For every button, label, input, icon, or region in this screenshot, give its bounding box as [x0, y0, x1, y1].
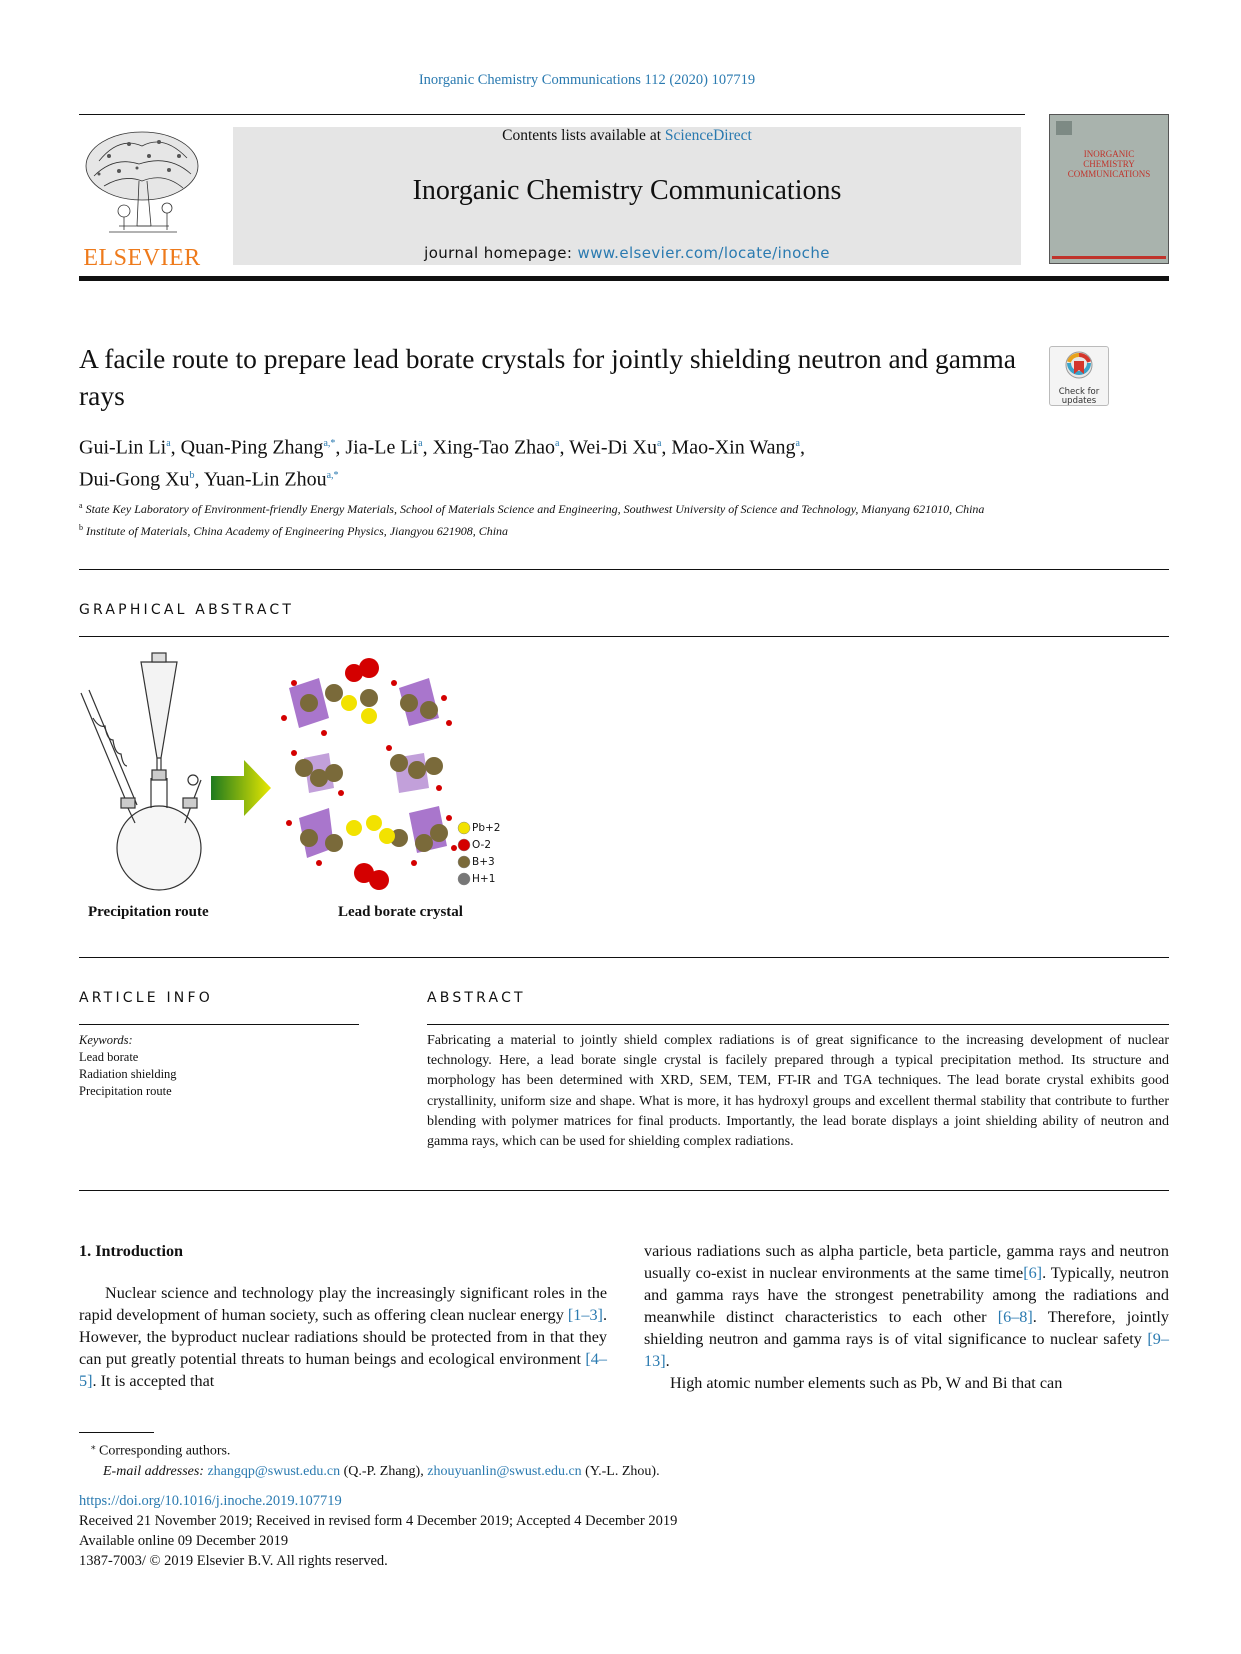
- citation-link[interactable]: [9–13]: [644, 1330, 1169, 1370]
- legend-h-icon: [458, 873, 470, 885]
- online-date: Available online 09 December 2019: [79, 1533, 289, 1549]
- elsevier-logo: [79, 126, 205, 271]
- affiliations: [79, 497, 1029, 540]
- intro-heading: 1. Introduction: [79, 1242, 184, 1260]
- reaction-apparatus-icon: [79, 648, 539, 913]
- author-affiliation[interactable]: a: [555, 438, 560, 449]
- keyword: Precipitation route: [79, 1084, 172, 1098]
- journal-cover[interactable]: [1049, 114, 1169, 264]
- header-bottom-rule: [79, 276, 1169, 281]
- divider: [79, 1190, 1169, 1191]
- article-info-heading: ARTICLE INFO: [79, 990, 213, 1006]
- citation-link[interactable]: [4–5]: [79, 1350, 607, 1390]
- author-name: Jia-Le Li: [345, 436, 419, 459]
- elsevier-tree-icon: [79, 126, 205, 238]
- journal-banner: [233, 127, 1021, 265]
- author-name: Xing-Tao Zhao: [432, 436, 556, 459]
- legend-pb-icon: [458, 822, 470, 834]
- author-affiliation[interactable]: a: [418, 438, 423, 449]
- legend-label-pb: Pb+2: [472, 822, 501, 834]
- author-name: Yuan-Lin Zhou: [203, 468, 327, 491]
- copyright: 1387-7003/ © 2019 Elsevier B.V. All rights reserved.: [79, 1553, 388, 1569]
- author-affiliation[interactable]: b: [189, 469, 195, 481]
- affiliation-b: $^b$ Institute of Materials, China Academy of Engineering Physics, Jiangyou 621908, China: [79, 522, 509, 538]
- citation-link[interactable]: [6–8]: [997, 1308, 1033, 1326]
- author-affiliation[interactable]: a: [656, 438, 662, 449]
- author-name: Quan-Ping Zhang: [180, 436, 324, 459]
- cover-title-line1: INORGANIC: [1083, 149, 1135, 159]
- elsevier-wordmark: ELSEVIER: [83, 245, 201, 271]
- author-name: Wei-Di Xu: [569, 436, 657, 459]
- check-updates-label: Check for updates: [1058, 387, 1100, 406]
- header-top-rule: [79, 114, 1025, 115]
- corresponding-note: Corresponding authors.: [99, 1443, 231, 1459]
- keyword: Radiation shielding: [79, 1067, 177, 1081]
- intro-paragraph-2: High atomic number elements such as Pb, W and Bi that can: [670, 1374, 1063, 1392]
- cover-red-band: [1052, 256, 1166, 259]
- intro-column-left: 1. Introduction Nuclear science and technology play the increasingly significant roles in the rapid development of human society, such as offering clean nuclear energy [1–3]. However, the byproduct nuclear radiations should be protected from in that they can put greatly potential threats to human beings and ecological environment [4–5]. It is accepted that: [79, 1242, 607, 1390]
- divider: [79, 636, 1169, 637]
- caption-lead-borate-crystal: Lead borate crystal: [338, 904, 463, 920]
- legend-o-icon: [458, 839, 470, 851]
- abstract-heading: ABSTRACT: [427, 990, 526, 1006]
- legend-label-b: B+3: [472, 856, 495, 868]
- author-name: Dui-Gong Xu: [79, 468, 190, 491]
- keyword: Lead borate: [79, 1050, 139, 1064]
- doi-link[interactable]: https://doi.org/10.1016/j.inoche.2019.107719: [79, 1493, 342, 1509]
- legend-label-o: O-2: [472, 839, 492, 851]
- check-updates-icon: [1050, 347, 1108, 383]
- legend-b-icon: [458, 856, 470, 868]
- divider: [79, 957, 1169, 958]
- arrow-icon: [211, 760, 271, 816]
- check-for-updates-button[interactable]: [1049, 346, 1109, 406]
- journal-reference[interactable]: Inorganic Chemistry Communications 112 (2020) 107719: [418, 72, 756, 88]
- divider: [79, 569, 1169, 570]
- graphical-abstract-figure: [79, 648, 539, 913]
- abstract-text: Fabricating a material to jointly shield complex radiations is of great significance to the increasing development of nuclear technology. Here, a lead borate single crystal is facilely prepared through a typical precipitation method. Its structure and morphology has been determined with XRD, SEM, TEM, FT-IR and TGA techniques. The lead borate crystal exhibits good crystallinity, uniform size and shape. What is more, it has hydroxyl groups and excellent thermal stability that contribute to further blending with polymer matrices for final products. Importantly, the lead borate displays a joint shielding ability of neutron and gamma rays, which can be used for shielding complex radiations.: [427, 1033, 1169, 1150]
- author-list: Gui-Lin Li$^a$, Quan-Ping Zhang$^{a,*}$, Jia-Le Li$^a$, Xing-Tao Zhao$^a$, Wei-Di Xu$^a$, Mao-Xin Wang$^a$, Dui-Gong Xu$^b$, Yuan-Lin Zhou$^{a,*}$: [79, 436, 805, 491]
- journal-title: Inorganic Chemistry Communications: [412, 175, 842, 206]
- intro-column-right: various radiations such as alpha particle, beta particle, gamma rays and neutron usually co-exist in nuclear environments at the same time[6]. Typically, neutron and gamma rays have the strongest penetrability among the radiations and meanwhile distinct characteristics to each other [6–8]. Therefore, jointly shielding neutron and gamma rays is of vital significance to nuclear safety [9–13]. High atomic number elements such as Pb, W and Bi that can: [644, 1242, 1169, 1392]
- email-link[interactable]: zhouyuanlin@swust.edu.cn: [427, 1463, 582, 1479]
- publication-info: [79, 1491, 1079, 1571]
- author-affiliation[interactable]: a: [166, 438, 171, 449]
- affiliation-a: $^a$ State Key Laboratory of Environment-friendly Energy Materials, School of Materials Science and Engineering, Southwest University of Science and Technology, Mianyang 621010, China: [79, 501, 985, 516]
- legend-label-h: H+1: [472, 873, 496, 885]
- footnotes: ⁎ Corresponding authors. E-mail addresses: zhangqp@swust.edu.cn (Q.-P. Zhang), zhouyuanlin@swust.edu.cn (Y.-L. Zhou).: [91, 1441, 660, 1479]
- keywords-block: [79, 1032, 359, 1100]
- homepage-prefix: journal homepage:: [424, 244, 573, 262]
- email-label: E-mail addresses:: [103, 1463, 204, 1479]
- divider: [79, 1024, 359, 1025]
- contents-prefix: Contents lists available at: [502, 127, 662, 144]
- cover-title-line3: COMMUNICATIONS: [1067, 169, 1151, 179]
- cover-logo-icon: [1056, 121, 1072, 135]
- homepage-link[interactable]: www.elsevier.com/locate/inoche: [577, 244, 830, 262]
- email-link[interactable]: zhangqp@swust.edu.cn: [207, 1463, 341, 1479]
- divider: [427, 1024, 1169, 1025]
- citation-link[interactable]: [6]: [1023, 1264, 1043, 1282]
- sciencedirect-link[interactable]: ScienceDirect: [664, 127, 752, 144]
- footnote-rule: [79, 1432, 154, 1433]
- received-dates: Received 21 November 2019; Received in revised form 4 December 2019; Accepted 4 December 2019: [79, 1513, 678, 1529]
- article-title: A facile route to prepare lead borate crystals for jointly shielding neutron and gamma rays: [79, 343, 1016, 411]
- author-affiliation[interactable]: a: [795, 438, 800, 449]
- author-name: Gui-Lin Li: [79, 436, 167, 459]
- citation-link[interactable]: [1–3]: [567, 1306, 603, 1324]
- author-affiliation[interactable]: a,*: [326, 469, 339, 481]
- keywords-label: Keywords:: [79, 1033, 133, 1047]
- caption-precipitation-route: Precipitation route: [88, 904, 209, 920]
- author-name: Mao-Xin Wang: [671, 436, 796, 459]
- graphical-abstract-heading: GRAPHICAL ABSTRACT: [79, 602, 295, 618]
- cover-title-line2: CHEMISTRY: [1083, 159, 1135, 169]
- author-affiliation[interactable]: a,*: [323, 438, 336, 449]
